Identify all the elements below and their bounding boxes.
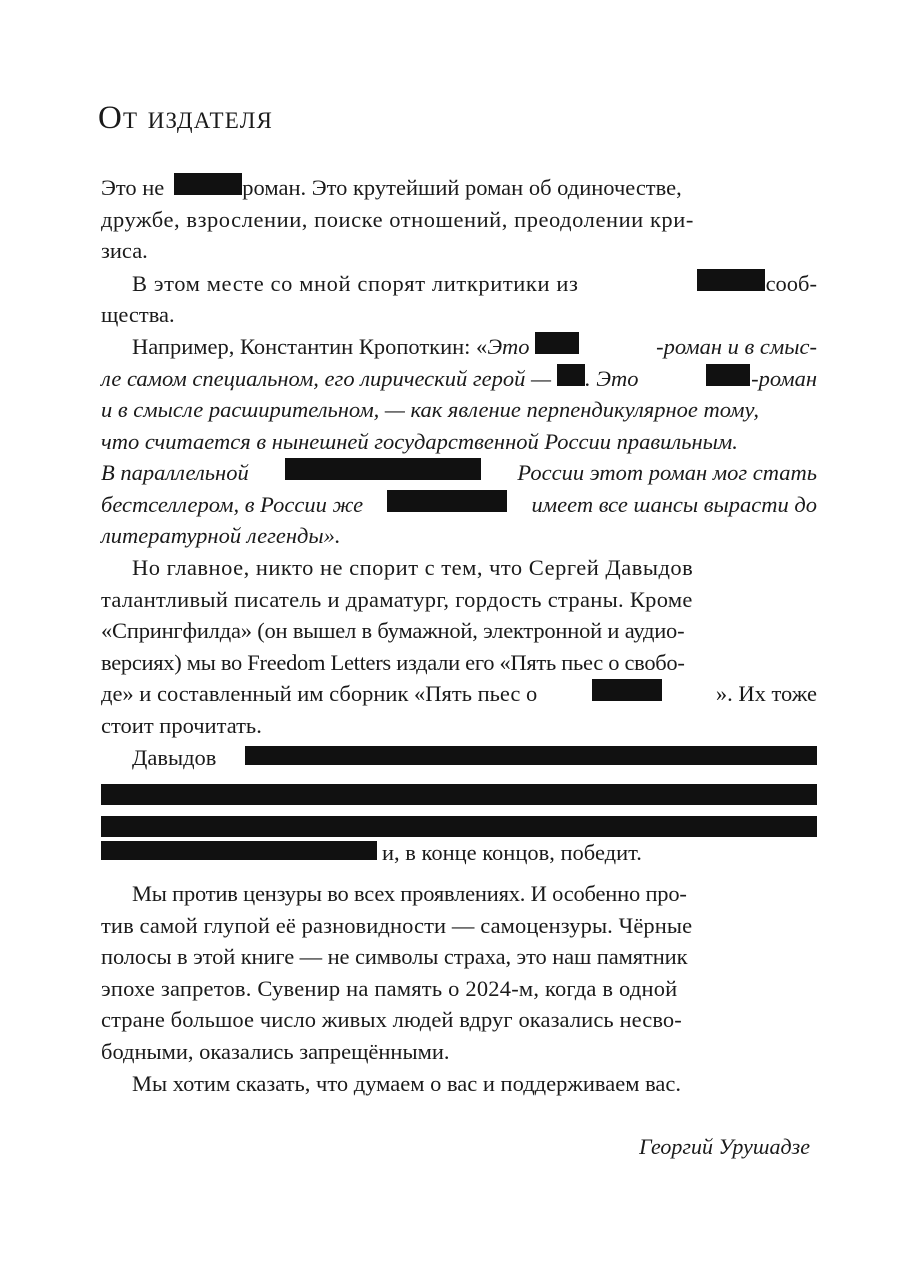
text-line: бестселлером, в России же имеет все шансы вырасти до: [101, 492, 817, 517]
text-line: В параллельной России этот роман мог стать: [101, 460, 817, 485]
text-line: версиях) мы во Freedom Letters издали его «Пять пьес о свобо-: [101, 650, 685, 675]
text-line: бодными, оказались запрещёнными.: [101, 1039, 450, 1064]
redaction-bar: [101, 816, 817, 837]
text-line: и, в конце концов, победит.: [101, 837, 817, 868]
text-line: Это не роман. Это крутейший роман об одиночестве,: [101, 175, 682, 200]
text-line: зиса.: [101, 238, 148, 263]
text-line: что считается в нынешней государственной России правильным.: [101, 429, 738, 454]
redaction-bar: [285, 458, 481, 480]
redaction-bar: [697, 269, 765, 291]
redaction-bar: [245, 746, 817, 765]
text-line: де» и составленный им сборник «Пять пьес о ». Их тоже: [101, 681, 817, 706]
text-line: и в смысле расширительном, — как явление перпендикулярное тому,: [101, 397, 759, 422]
redaction-bar: [174, 173, 242, 195]
text-line: талантливый писатель и драматург, гордость страны. Кроме: [101, 587, 693, 612]
text-line: литературной легенды».: [101, 523, 341, 548]
text-line: дружбе, взрослении, поиске отношений, преодолении кри-: [101, 207, 694, 232]
text-line: щества.: [101, 302, 175, 327]
redaction-bar: [101, 784, 817, 805]
text-line: Давыдов: [101, 742, 817, 773]
page-title: От издателя: [98, 100, 274, 136]
text-line: эпохе запретов. Сувенир на память о 2024-м, когда в одной: [101, 976, 678, 1001]
text-line: Но главное, никто не спорит с тем, что Сергей Давыдов: [132, 555, 694, 580]
signature: Георгий Урушадзе: [639, 1134, 810, 1159]
redaction-bar: [387, 490, 507, 512]
redaction-bar: [557, 364, 585, 386]
text-line: Мы хотим сказать, что думаем о вас и поддерживаем вас.: [132, 1071, 681, 1096]
text-line: стране большое число живых людей вдруг оказались несво-: [101, 1007, 682, 1032]
text-line: В этом месте со мной спорят литкритики из сооб-: [132, 271, 817, 296]
text-line: ле самом специальном, его лирический герой — . Это -роман: [101, 366, 817, 391]
redaction-bar: [101, 841, 377, 860]
text-line: «Спрингфилда» (он вышел в бумажной, электронной и аудио-: [101, 618, 685, 643]
text-line: стоит прочитать.: [101, 713, 262, 738]
text-line: Мы против цензуры во всех проявлениях. И особенно про-: [132, 881, 687, 906]
redaction-bar: [535, 332, 579, 354]
text-line: тив самой глупой её разновидности — самоцензуры. Чёрные: [101, 913, 693, 938]
text-line: Например, Константин Кропоткин: « Это -роман и в смыс-: [132, 334, 817, 359]
redaction-bar: [706, 364, 750, 386]
redaction-bar: [592, 679, 662, 701]
text-line: полосы в этой книге — не символы страха, это наш памятник: [101, 944, 688, 969]
